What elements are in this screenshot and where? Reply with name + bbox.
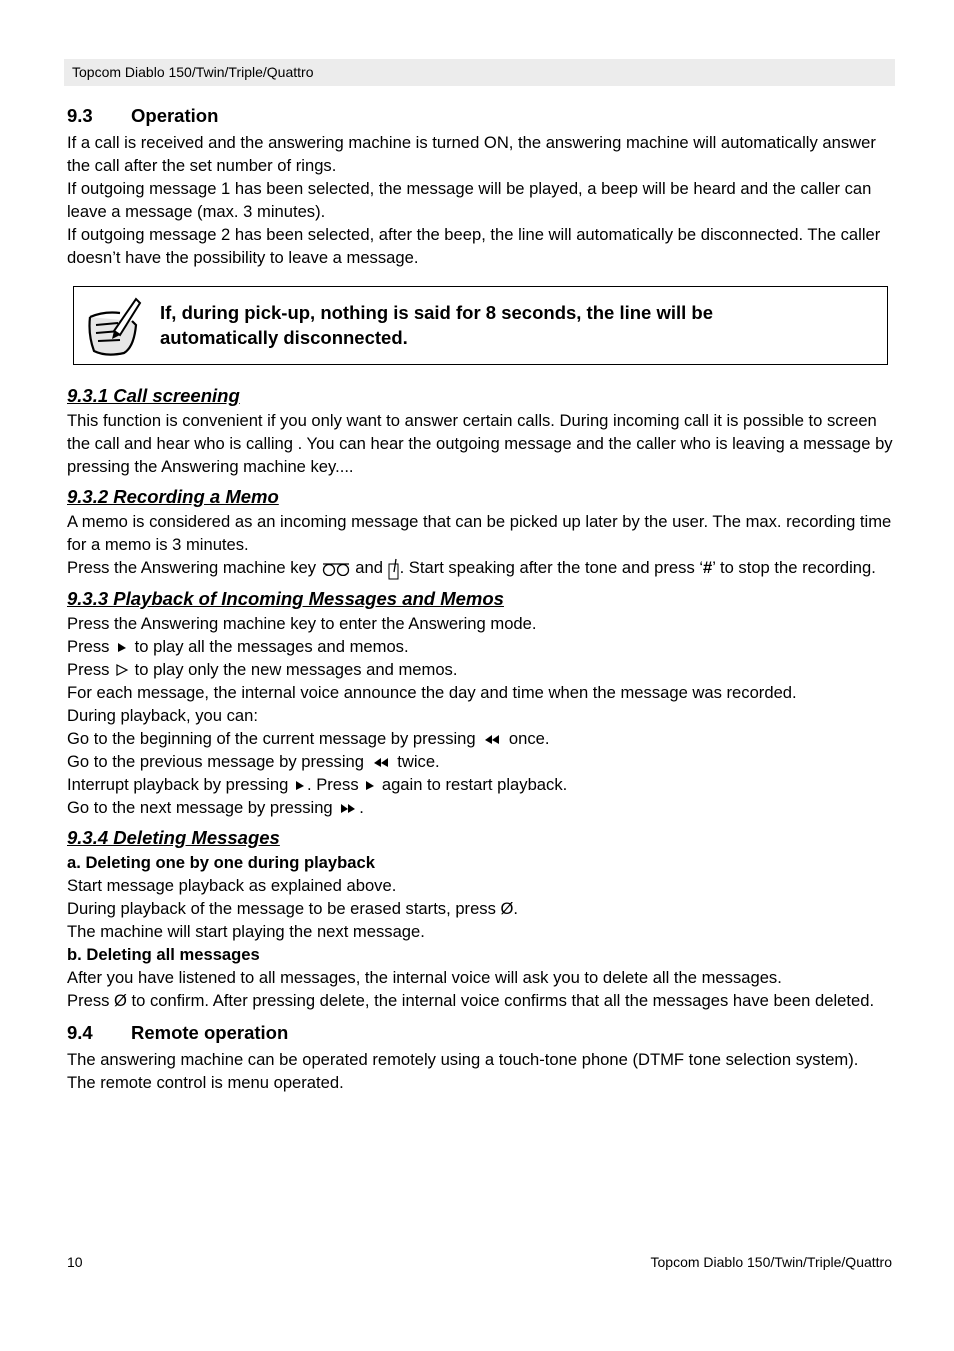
paragraph: Press Ø to confirm. After pressing delete, the internal voice confirms that all the messages have been deleted. [67, 990, 875, 1010]
paragraph: A memo is considered as an incoming message that can be picked up later by the user. The max. recording time for a memo is 3 minutes. [67, 512, 892, 554]
paragraph: The answering machine can be operated remotely using a touch-tone phone (DTMF tone selection system). [67, 1049, 859, 1069]
paragraph: Press the Answering machine key to enter the Answering mode. [67, 613, 537, 633]
paragraph: During playback, you can: [67, 705, 258, 725]
section-number: 9.3 [67, 105, 93, 126]
play-icon [293, 779, 307, 791]
paragraph: Go to the previous message by pressing twice. [67, 751, 440, 771]
section-9-3-1-heading: 9.3.1 Call screening [67, 385, 240, 406]
paragraph: Go to the next message by pressing . [67, 797, 364, 817]
section-9-3-4-heading: 9.3.4 Deleting Messages [67, 826, 280, 848]
paragraph: For each message, the internal voice announce the day and time when the message was recorded. [67, 682, 797, 702]
paragraph: Go to the beginning of the current message by pressing once. [67, 728, 550, 748]
subheading: a. Deleting one by one during playback [67, 852, 375, 872]
section-9-3-3-heading: 9.3.3 Playback of Incoming Messages and Memos [67, 587, 504, 609]
section-9-3-heading [67, 104, 893, 131]
section-title: Remote operation [131, 1021, 289, 1043]
section-9-3-2-heading: 9.3.2 Recording a Memo [67, 486, 279, 507]
section-9-4-heading [67, 1021, 893, 1048]
paragraph: The machine will start playing the next message. [67, 921, 425, 941]
paragraph: After you have listened to all messages, the internal voice will ask you to delete all the messages. [67, 967, 782, 987]
answering-machine-key-icon [321, 562, 351, 576]
note-pencil-icon [84, 295, 142, 357]
paragraph: Press to play only the new messages and memos. [67, 659, 458, 679]
page-header [64, 59, 895, 86]
section-title: Operation [131, 105, 219, 126]
paragraph: If a call is received and the answering machine is turned ON, the answering machine will automatically answer the call after the set number of rings. [67, 133, 876, 175]
play-icon [114, 641, 130, 653]
rewind-icon [369, 756, 393, 768]
paragraph: During playback of the message to be erased starts, press Ø. [67, 898, 519, 918]
page-content [67, 104, 893, 1094]
paragraph: The remote control is menu operated. [67, 1072, 344, 1092]
paragraph: Start message playback as explained above. [67, 875, 397, 895]
note-text: If, during pick-up, nothing is said for 8 seconds, the line will be automatically disconnected. [160, 302, 713, 348]
section-number: 9.4 [67, 1021, 93, 1043]
paragraph: Press to play all the messages and memos. [67, 636, 409, 656]
paragraph: Press the Answering machine key and . Start speaking after the tone and press ‘#’ to stop the recording. [67, 556, 893, 580]
play-icon [363, 779, 377, 791]
page-number: 10 [67, 1254, 83, 1270]
footer-title: Topcom Diablo 150/Twin/Triple/Quattro [650, 1254, 892, 1270]
paragraph: Interrupt playback by pressing . Press again to restart playback. [67, 774, 568, 794]
paragraph: If outgoing message 2 has been selected, after the beep, the line will automatically be disconnected. The caller doesn’t have the possibility to leave a message. [67, 225, 881, 267]
header-title: Topcom Diablo 150/Twin/Triple/Quattro [72, 64, 314, 80]
rewind-icon [480, 733, 504, 745]
play-new-icon [114, 663, 130, 677]
memo-key-icon [388, 558, 400, 580]
note-box [73, 286, 888, 365]
paragraph: This function is convenient if you only want to answer certain calls. During incoming call it is possible to screen the call and hear who is calling . You can hear the outgoing message and the caller who is leaving a message by pressing the Answering machine key.... [67, 411, 893, 476]
subheading: b. Deleting all messages [67, 944, 260, 964]
paragraph: If outgoing message 1 has been selected, the message will be played, a beep will be heard and the caller can leave a message (max. 3 minutes). [67, 179, 872, 221]
fast-forward-icon [337, 802, 359, 814]
